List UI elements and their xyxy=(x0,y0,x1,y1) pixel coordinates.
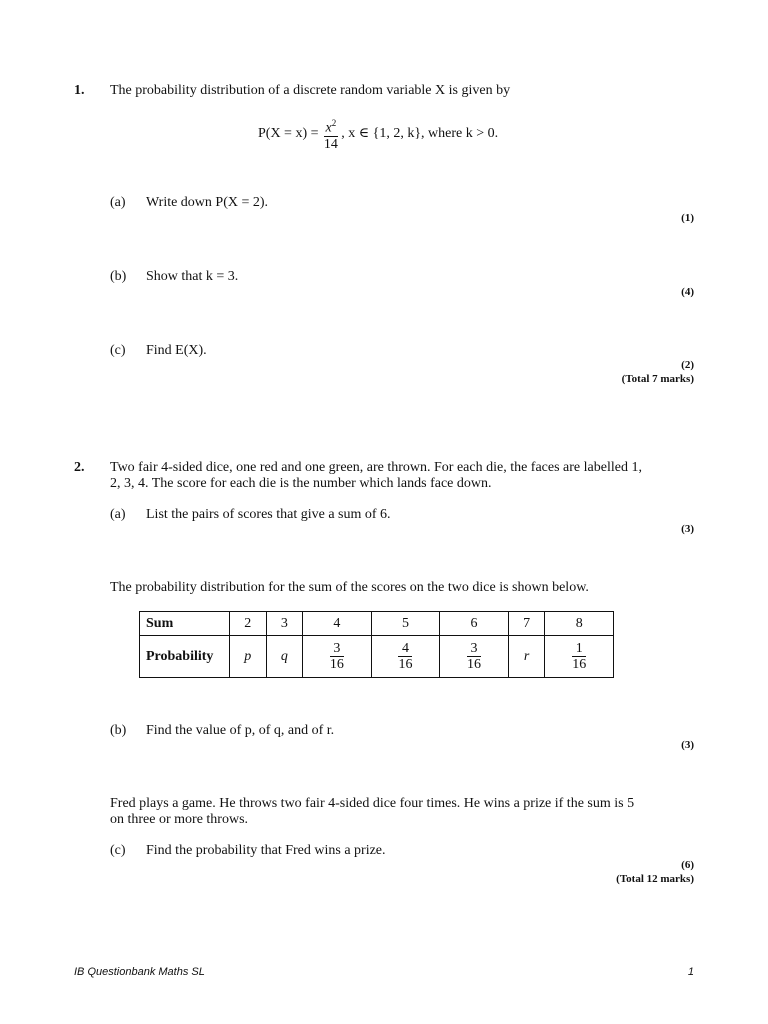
prob-cell xyxy=(266,636,303,678)
row-header: Probability xyxy=(140,636,230,678)
fraction-denominator: 16 xyxy=(329,657,344,672)
fraction-denominator: 16 xyxy=(398,657,413,672)
total-marks: (Total 7 marks) xyxy=(621,373,694,385)
part-label: (a) xyxy=(110,507,126,522)
part-label: (b) xyxy=(110,269,127,284)
marks-badge: (1) xyxy=(681,212,694,224)
row-header: Sum xyxy=(140,612,230,636)
probability-table xyxy=(139,611,614,678)
table-row xyxy=(140,636,614,678)
prob-fraction xyxy=(467,641,481,672)
part-text: Find E(X). xyxy=(146,343,207,358)
part-text: Find the probability that Fred wins a prize. xyxy=(146,843,386,858)
marks-badge: (4) xyxy=(681,286,694,298)
table-row xyxy=(140,612,614,636)
marks-badge: (3) xyxy=(681,523,694,535)
prob-fraction xyxy=(330,641,344,672)
fraction-denominator: 16 xyxy=(572,657,587,672)
formula-lhs: P(X = x) = xyxy=(258,126,319,141)
part-label: (c) xyxy=(110,343,126,358)
formula-numerator: x xyxy=(325,120,332,136)
fraction-numerator: 1 xyxy=(572,641,586,657)
fraction-numerator: 4 xyxy=(398,641,412,657)
marks-badge: (6) xyxy=(681,859,694,871)
prob-cell xyxy=(303,636,372,678)
game-description: on three or more throws. xyxy=(110,812,249,827)
game-description: Fred plays a game. He throws two fair 4-sided dice four times. He wins a prize if the sum is 5 xyxy=(110,796,635,811)
sum-cell: 3 xyxy=(266,612,303,636)
prob-variable: r xyxy=(523,648,530,664)
formula-fraction xyxy=(324,116,339,152)
sum-cell: 5 xyxy=(371,612,440,636)
page-number: 1 xyxy=(687,966,694,978)
fraction-numerator: 3 xyxy=(467,641,481,657)
marks-badge: (2) xyxy=(681,359,694,371)
formula-rhs: , x ∈ {1, 2, k}, where k > 0. xyxy=(341,126,499,141)
formula-denominator: 14 xyxy=(323,136,338,152)
prob-cell xyxy=(545,636,614,678)
prob-cell xyxy=(508,636,545,678)
prob-fraction xyxy=(398,641,412,672)
prob-variable: q xyxy=(280,648,288,664)
sum-cell: 7 xyxy=(508,612,545,636)
marks-badge: (3) xyxy=(681,739,694,751)
question-number: 1. xyxy=(74,83,85,98)
question-intro: 2, 3, 4. The score for each die is the number which lands face down. xyxy=(110,476,492,491)
part-text: Show that k = 3. xyxy=(146,269,239,284)
formula-exponent: 2 xyxy=(331,118,337,129)
fraction-denominator: 16 xyxy=(467,657,482,672)
table-intro: The probability distribution for the sum of the scores on the two dice is shown below. xyxy=(110,580,589,595)
part-label: (c) xyxy=(110,843,126,858)
part-label: (a) xyxy=(110,195,126,210)
part-text: List the pairs of scores that give a sum of 6. xyxy=(146,507,391,522)
prob-cell xyxy=(371,636,440,678)
sum-cell: 2 xyxy=(230,612,267,636)
fraction-numerator: 3 xyxy=(330,641,344,657)
sum-cell: 6 xyxy=(440,612,509,636)
total-marks: (Total 12 marks) xyxy=(616,873,694,885)
part-text: Write down P(X = 2). xyxy=(146,195,269,210)
footer-source: IB Questionbank Maths SL xyxy=(74,966,205,978)
question-intro: The probability distribution of a discrete random variable X is given by xyxy=(110,83,511,98)
prob-fraction xyxy=(572,641,586,672)
prob-variable: p xyxy=(244,648,252,664)
part-label: (b) xyxy=(110,723,127,738)
prob-cell xyxy=(440,636,509,678)
sum-cell: 8 xyxy=(545,612,614,636)
prob-cell xyxy=(230,636,267,678)
question-intro: Two fair 4-sided dice, one red and one green, are thrown. For each die, the faces are labelled 1, xyxy=(110,460,642,475)
probability-formula xyxy=(258,114,498,154)
question-number: 2. xyxy=(74,460,85,475)
part-text: Find the value of p, of q, and of r. xyxy=(146,723,335,738)
sum-cell: 4 xyxy=(303,612,372,636)
